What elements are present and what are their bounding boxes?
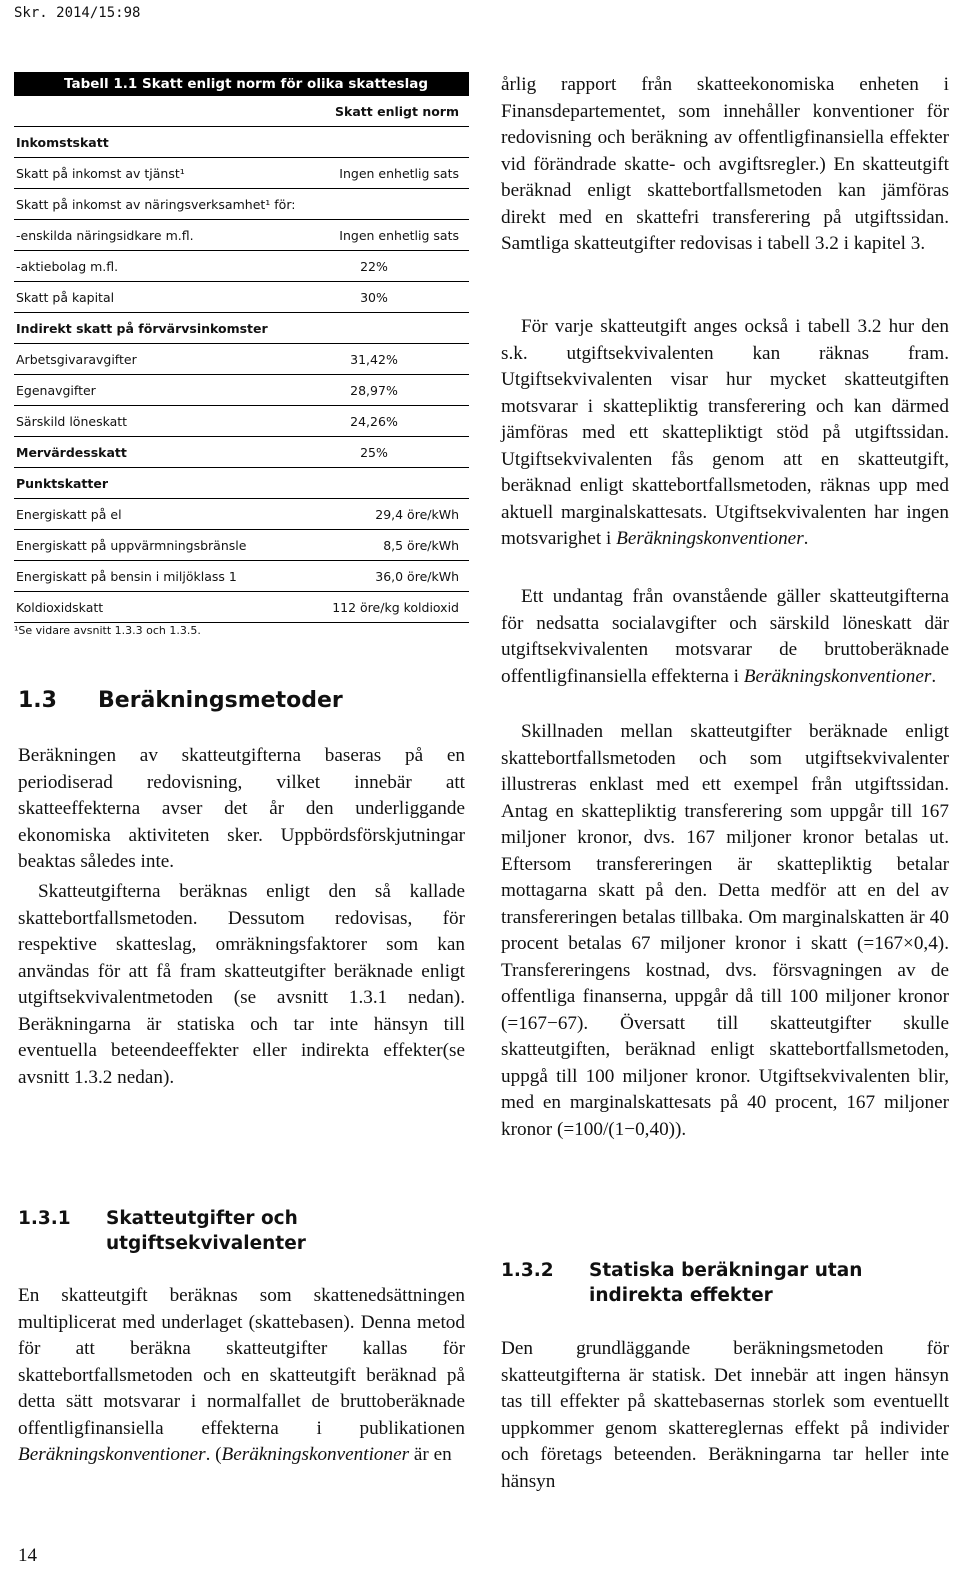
- row-label: Koldioxidskatt: [16, 599, 104, 615]
- paragraph: [18, 879, 465, 1091]
- paragraph-text: . (: [205, 1444, 222, 1465]
- subsection-heading: [18, 1206, 465, 1256]
- section-number: 1.3: [18, 688, 57, 713]
- paragraph-text: En skatteutgift beräknas som skattenedsättningen multiplicerat med underlaget (skattebasen). Denna metod för att beräkna skatteutgifter kallas för skattebortfallsmetoden och en skatteutgift beräknad på detta sätt motsvarar i normalfallet de bruttoberäknade offentligfinansiella effekterna i publikationen: [18, 1285, 465, 1439]
- row-label: Indirekt skatt på förvärvsinkomster: [16, 320, 268, 336]
- paragraph-text: För varje skatteutgift anges också i tabell 3.2 hur den s.k. utgiftsekvivalenten kan räknas fram. Utgiftsekvivalenten visar hur mycket skatteutgiften motsvarar i skattepliktig transferering och kan därmed jämföras med ett skattepliktigt stöd på utgiftssidan. Utgiftsekvivalenten fås genom att en skatteutgift, beräknad enligt skattebortfallsmetoden, räknas upp med aktuell marginalskattesats. Utgiftsekvivalenten har ingen motsvarighet i: [501, 316, 949, 549]
- row-value: 25%: [360, 444, 388, 460]
- table-row: [14, 282, 469, 313]
- subsection-number: 1.3.2: [501, 1260, 554, 1281]
- paragraph: [501, 719, 949, 1143]
- table-row: [14, 406, 469, 437]
- table-row: [14, 189, 469, 220]
- row-label: Skatt på kapital: [16, 289, 115, 305]
- subsection-title: Statiska beräkningar utan indirekta effekter: [589, 1260, 863, 1306]
- row-label: Arbetsgivaravgifter: [16, 351, 137, 367]
- row-label: Särskild löneskatt: [16, 413, 128, 429]
- subsection-number: 1.3.1: [18, 1208, 71, 1229]
- paragraph-text: årlig rapport från skatteekonomiska enheten i Finansdepartementet, som innehåller konventioner för redovisning och beräkning av offentligfinansiella effekter vid förändrade skatte- och avgiftsregler.) En skatteutgift beräknad enligt skattebortfallsmetoden kan jämföras direkt med en skattefri transferering på utgiftssidan. Samtliga skatteutgifter redovisas i tabell 3.2 i kapitel 3.: [501, 74, 949, 254]
- paragraph-text: Skillnaden mellan skatteutgifter beräknade enligt skattebortfallsmetoden och som utgiftsekvivalenter illustreras enklast med ett exempel från utgiftssidan. Antag en skattepliktig transferering som uppgår till 167 miljoner kronor, dvs. 167 miljoner kronor betalas ut. Eftersom transfereringen är skattepliktig betalar mottagarna skatt på den. Detta medför att en del av transfereringen betalas tillbaka. Om marginalskatten är 40 procent betalas 67 miljoner kronor i skatt (=167×0,4). Transfereringens kostnad, dvs. försvagningen av de offentliga finanserna, uppgår då till 100 miljoner kronor (=167−67). Översatt till skatteutgifter skulle skatteutgiften, beräknad enligt skattebortfallsmetoden, uppgå till 100 miljoner kronor. Utgiftsekvivalenten blir, med en marginalskattesats på 40 procent, 167 miljoner kronor (=100/(1−0,40)).: [501, 721, 949, 1140]
- italic-text: Beräkningskonventioner: [18, 1444, 206, 1465]
- row-value: 30%: [360, 289, 388, 305]
- row-label: -aktiebolag m.fl.: [16, 258, 119, 274]
- table-row: [14, 251, 469, 282]
- subsection-heading: [501, 1258, 949, 1308]
- table-row: [14, 530, 469, 561]
- table-row: [14, 313, 469, 344]
- row-value: 112 öre/kg koldioxid: [332, 599, 459, 615]
- paragraph-text: Ett undantag från ovanstående gäller skatteutgifterna för nedsatta socialavgifter och särskild löneskatt där utgiftsekvivalenten motsvarar de bruttoberäknade offentligfinansiella effekterna i: [501, 586, 949, 687]
- row-value: 24,26%: [350, 413, 398, 429]
- table-row: [14, 158, 469, 189]
- italic-text: Beräkningskonventioner: [743, 665, 932, 687]
- document-header: Skr. 2014/15:98: [14, 5, 141, 21]
- table-row: [14, 220, 469, 251]
- section-heading: [18, 688, 343, 713]
- table-column-header: Skatt enligt norm: [14, 96, 469, 127]
- row-label: Energiskatt på el: [16, 506, 122, 522]
- row-value: Ingen enhetlig sats: [339, 165, 459, 181]
- italic-text: Beräkningskonventioner: [221, 1444, 410, 1465]
- table-title: Tabell 1.1 Skatt enligt norm för olika skatteslag 2015: [14, 72, 469, 96]
- tax-table: [14, 72, 469, 643]
- table-row: [14, 375, 469, 406]
- page-number: 14: [18, 1545, 37, 1566]
- table-body: [14, 127, 469, 623]
- row-label: Skatt på inkomst av tjänst¹: [16, 165, 185, 181]
- row-value: 31,42%: [350, 351, 398, 367]
- table-row: [14, 468, 469, 499]
- row-value: 22%: [360, 258, 388, 274]
- paragraph: För varje skatteutgift anges också i tabell 3.2 hur den s.k. utgiftsekvivalenten kan räknas fram. Utgiftsekvivalenten visar hur mycket skatteutgiften motsvarar i skattepliktig transferering och kan därmed jämföras med ett skattepliktigt stöd på utgiftssidan. Utgiftsekvivalenten fås genom att en skatteutgift, beräknad enligt skattebortfallsmetoden, räknas upp med aktuell marginalskattesats. Utgiftsekvivalenten har ingen motsvarighet i Beräkningskonventioner.: [501, 316, 949, 549]
- table-row: [14, 344, 469, 375]
- row-value: 36,0 öre/kWh: [375, 568, 459, 584]
- table-row: [14, 561, 469, 592]
- row-label: Egenavgifter: [16, 382, 96, 398]
- paragraph: [18, 743, 465, 876]
- table-row: [14, 592, 469, 623]
- paragraph: [501, 72, 949, 258]
- row-label: Energiskatt på bensin i miljöklass 1: [16, 568, 237, 584]
- table-footnote: ¹Se vidare avsnitt 1.3.3 och 1.3.5.: [14, 624, 201, 637]
- row-value: 28,97%: [350, 382, 398, 398]
- paragraph: [18, 1283, 465, 1469]
- table-row: [14, 499, 469, 530]
- row-label: Mervärdesskatt: [16, 444, 127, 460]
- paragraph: [501, 1336, 949, 1495]
- paragraph-text: Beräkningen av skatteutgifterna baseras på en periodiserad redovisning, vilket innebär att skatteeffekterna avser det år den underliggande ekonomiska aktiviteten sker. Uppbördsförskjutningar beaktas således inte.: [18, 745, 465, 872]
- row-value: 8,5 öre/kWh: [383, 537, 459, 553]
- row-value: 29,4 öre/kWh: [375, 506, 459, 522]
- row-label: Inkomstskatt: [16, 134, 109, 150]
- paragraph-text: Skatteutgifterna beräknas enligt den så kallade skattebortfallsmetoden. Dessutom redovisas, för respektive skatteslag, omräkningsfaktorer som kan användas för att få fram skatteutgifter beräknade enligt utgiftsekvivalentmetoden (se avsnitt 1.3.1 nedan). Beräkningarna är statiska och tar inte hänsyn till eventuella beteendeeffekter eller indirekta effekter(se avsnitt 1.3.2 nedan).: [18, 881, 465, 1088]
- paragraph-text: Den grundläggande beräkningsmetoden för skatteutgifterna är statisk. Det innebär att ingen hänsyn tas till effekter på skattebasernas storlek som eventuellt uppkommer genom skattereglernas effekt på individer och företags beteenden. Beräkningarna tar heller inte hänsyn: [501, 1338, 949, 1492]
- row-label: Punktskatter: [16, 475, 109, 491]
- paragraph-text: är en: [409, 1444, 452, 1465]
- table-row: [14, 437, 469, 468]
- row-label: Energiskatt på uppvärmningsbränsle: [16, 537, 247, 553]
- row-value: Ingen enhetlig sats: [339, 227, 459, 243]
- row-label: -enskilda näringsidkare m.fl.: [16, 227, 194, 243]
- row-label: Skatt på inkomst av näringsverksamhet¹ för:: [16, 196, 296, 212]
- paragraph: Ett undantag från ovanstående gäller skatteutgifterna för nedsatta socialavgifter och särskild löneskatt där utgiftsekvivalenten motsvarar de bruttoberäknade offentligfinansiella effekterna i Beräkningskonventioner.: [501, 586, 949, 687]
- italic-text: Beräkningskonventioner: [616, 528, 804, 549]
- subsection-title: Skatteutgifter och utgiftsekvivalenter: [106, 1208, 306, 1254]
- section-title: Beräkningsmetoder: [98, 688, 343, 713]
- table-row: [14, 127, 469, 158]
